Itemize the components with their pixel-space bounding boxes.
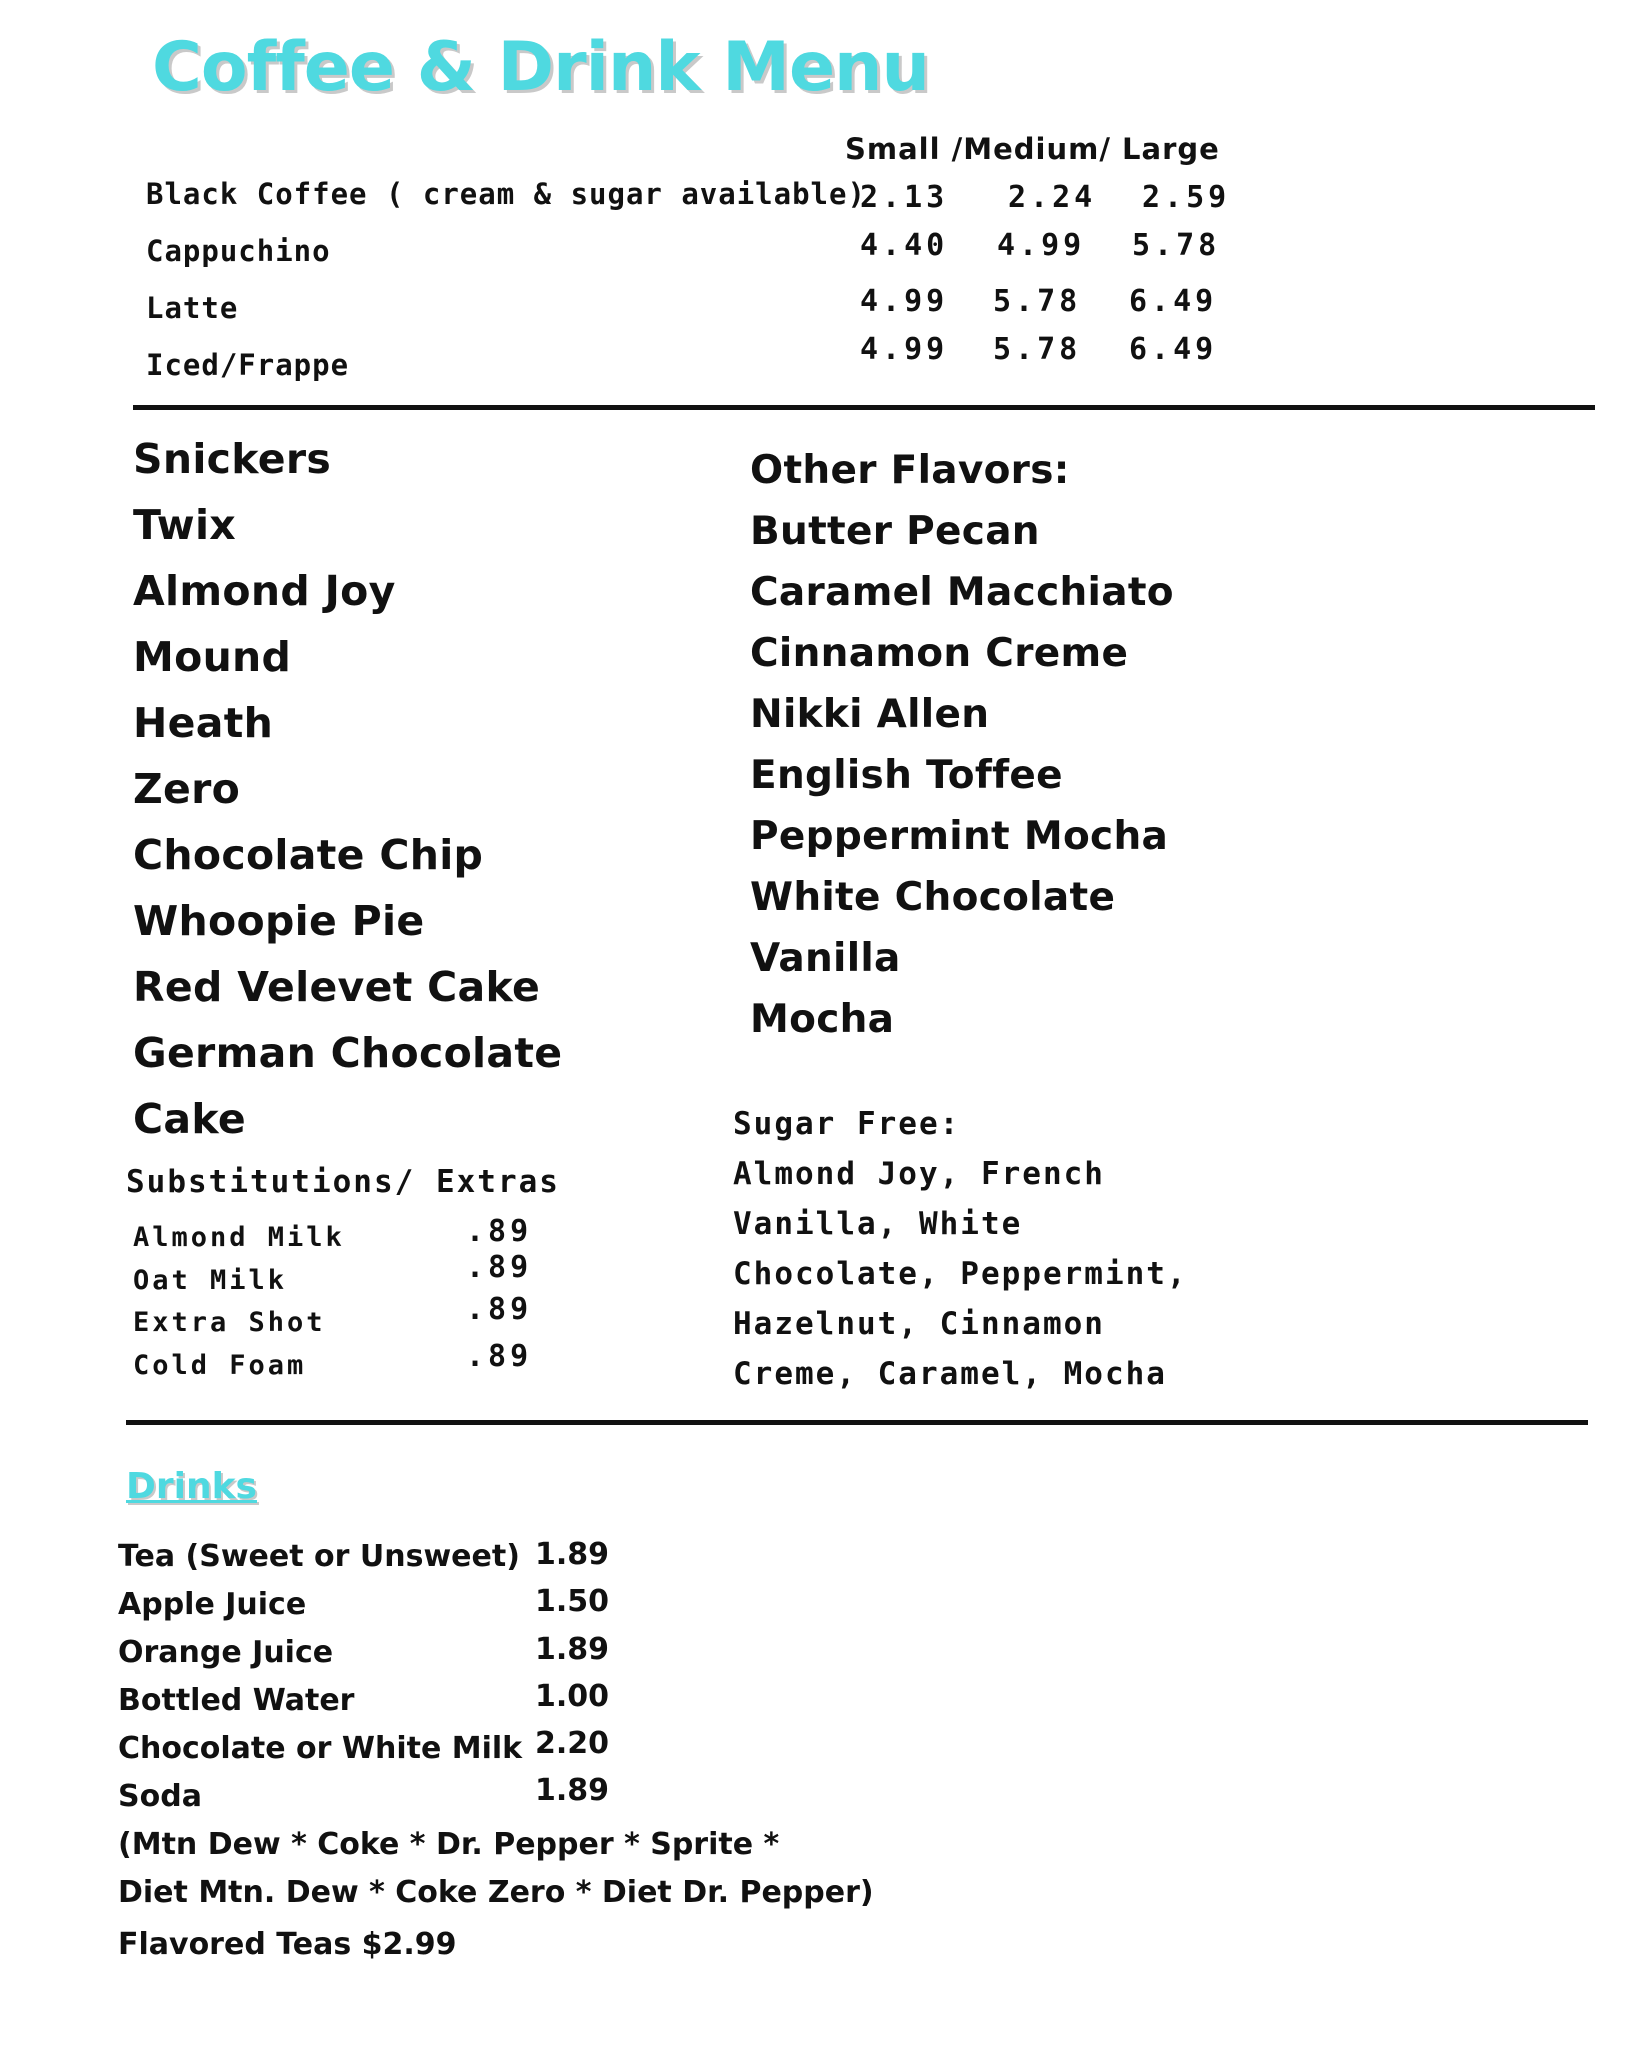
coffee-price-small: 4.40 <box>860 228 949 263</box>
flavor-item: Zero <box>133 765 241 813</box>
section-divider <box>133 405 1595 410</box>
drink-price: 2.20 <box>535 1726 610 1761</box>
drink-name: Tea (Sweet or Unsweet) <box>118 1539 520 1574</box>
drink-name: Bottled Water <box>118 1683 355 1718</box>
flavor-item: Snickers <box>133 435 332 483</box>
flavor-item: Caramel Macchiato <box>750 570 1174 615</box>
coffee-item-name: Iced/Frappe <box>146 348 350 382</box>
substitution-price: .89 <box>466 1214 533 1249</box>
flavor-item: Butter Pecan <box>750 509 1040 554</box>
flavor-item: Mound <box>133 633 292 681</box>
flavor-item: Cinnamon Creme <box>750 631 1129 676</box>
drink-price: 1.89 <box>535 1773 610 1808</box>
flavor-item: Nikki Allen <box>750 692 990 737</box>
coffee-item-name: Black Coffee ( cream & sugar available) <box>146 177 866 211</box>
coffee-price-large: 2.59 <box>1142 180 1231 215</box>
coffee-price-small: 2.13 <box>860 180 949 215</box>
page-title: Coffee & Drink Menu <box>152 28 929 107</box>
coffee-price-large: 6.49 <box>1129 284 1218 319</box>
sugar-free-line: Almond Joy, French <box>733 1156 1105 1192</box>
other-flavors-heading: Other Flavors: <box>750 448 1070 493</box>
flavor-item: Mocha <box>750 997 895 1042</box>
coffee-price-large: 5.78 <box>1132 228 1221 263</box>
substitutions-heading: Substitutions/ Extras <box>126 1164 560 1200</box>
flavor-item: Vanilla <box>750 936 901 981</box>
flavor-item: German Chocolate <box>133 1029 563 1077</box>
coffee-item-name: Latte <box>146 291 239 325</box>
flavor-item: English Toffee <box>750 753 1063 798</box>
soda-options-line: (Mtn Dew * Coke * Dr. Pepper * Sprite * <box>118 1827 780 1862</box>
substitution-name: Cold Foam <box>133 1350 307 1381</box>
coffee-price-medium: 5.78 <box>993 332 1082 367</box>
substitution-price: .89 <box>466 1292 533 1327</box>
drink-name: Soda <box>118 1779 202 1814</box>
flavor-item: Almond Joy <box>133 567 396 615</box>
drink-name: Chocolate or White Milk <box>118 1731 523 1766</box>
flavor-item: Red Velevet Cake <box>133 963 541 1011</box>
coffee-price-medium: 2.24 <box>1008 180 1097 215</box>
substitution-price: .89 <box>466 1250 533 1285</box>
sugar-free-line: Creme, Caramel, Mocha <box>733 1356 1167 1392</box>
flavor-item: Cake <box>133 1095 246 1143</box>
sugar-free-heading: Sugar Free: <box>733 1106 961 1142</box>
coffee-price-small: 4.99 <box>860 332 949 367</box>
substitution-name: Almond Milk <box>133 1222 345 1253</box>
coffee-price-medium: 4.99 <box>997 228 1086 263</box>
substitution-name: Oat Milk <box>133 1265 288 1296</box>
flavor-item: White Chocolate <box>750 875 1116 920</box>
substitution-name: Extra Shot <box>133 1307 326 1338</box>
flavor-item: Heath <box>133 699 274 747</box>
drink-name: Apple Juice <box>118 1587 307 1622</box>
sugar-free-line: Hazelnut, Cinnamon <box>733 1306 1105 1342</box>
section-divider <box>126 1420 1588 1425</box>
coffee-price-medium: 5.78 <box>993 284 1082 319</box>
drink-price: 1.00 <box>535 1679 610 1714</box>
flavor-item: Chocolate Chip <box>133 831 484 879</box>
flavor-item: Peppermint Mocha <box>750 814 1169 859</box>
drink-name: Orange Juice <box>118 1635 334 1670</box>
drink-price: 1.89 <box>535 1632 610 1667</box>
flavor-item: Whoopie Pie <box>133 897 425 945</box>
flavored-teas: Flavored Teas $2.99 <box>118 1927 457 1962</box>
drinks-heading: Drinks <box>126 1466 257 1507</box>
sugar-free-line: Chocolate, Peppermint, <box>733 1256 1188 1292</box>
flavor-item: Twix <box>133 501 237 549</box>
soda-options-line: Diet Mtn. Dew * Coke Zero * Diet Dr. Pepper) <box>118 1875 874 1910</box>
coffee-price-small: 4.99 <box>860 284 949 319</box>
coffee-item-name: Cappuchino <box>146 234 331 268</box>
substitution-price: .89 <box>466 1339 533 1374</box>
size-header: Small /Medium/ Large <box>845 132 1220 166</box>
coffee-price-large: 6.49 <box>1129 332 1218 367</box>
sugar-free-line: Vanilla, White <box>733 1206 1023 1242</box>
drink-price: 1.50 <box>535 1584 610 1619</box>
drink-price: 1.89 <box>535 1537 610 1572</box>
